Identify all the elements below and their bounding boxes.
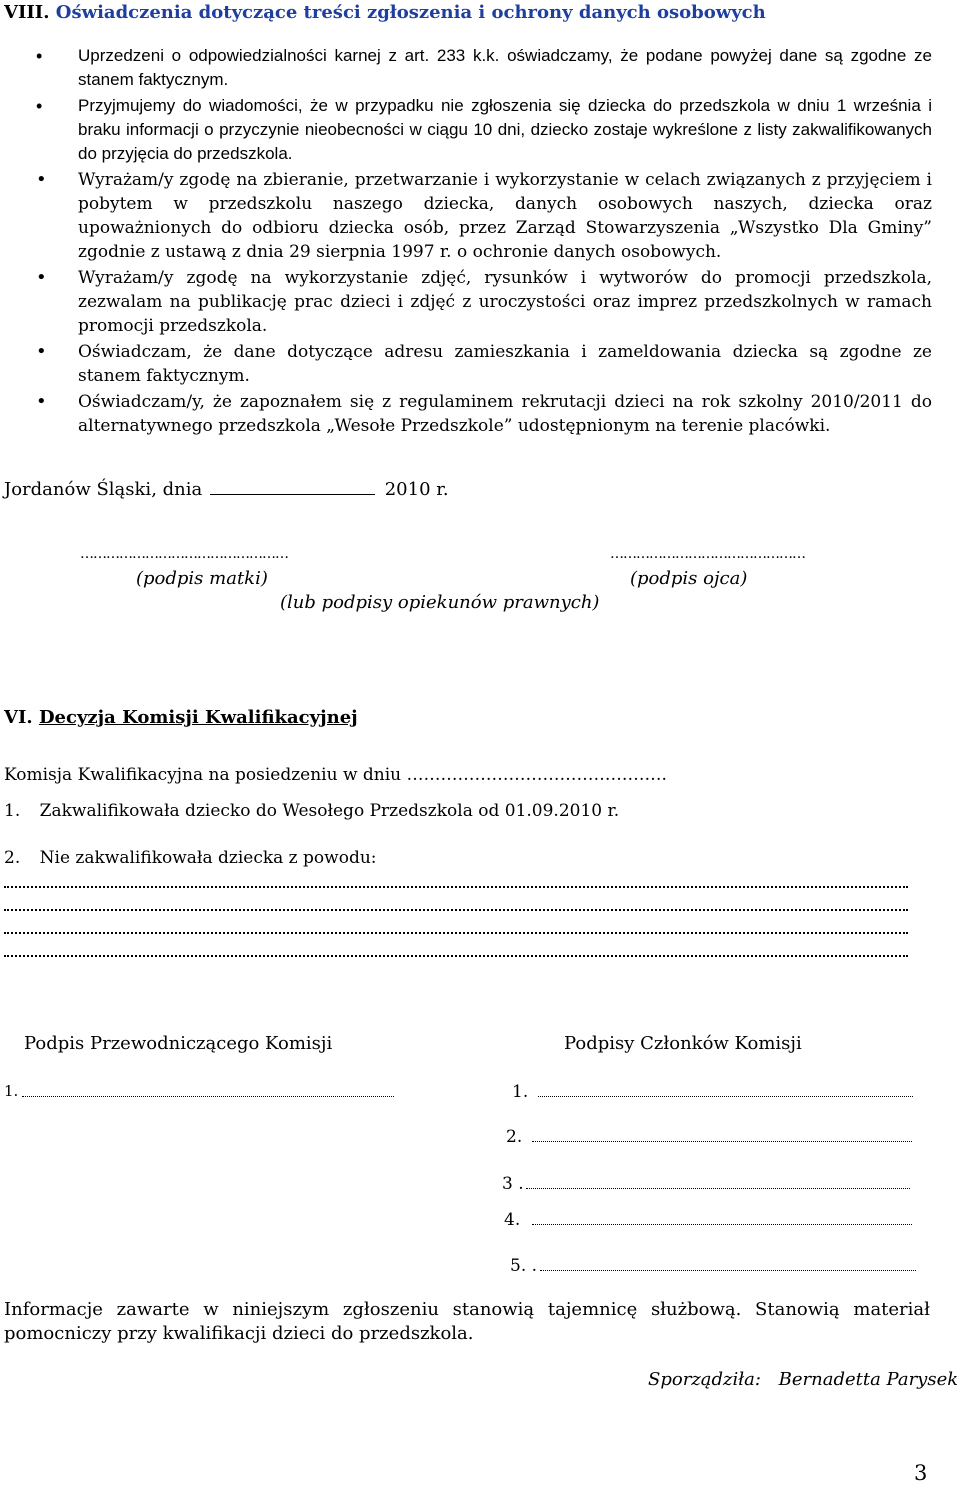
declarations-list xyxy=(36,44,932,440)
member-signature-number: 1. xyxy=(512,1082,529,1102)
date-line-prefix: Jordanów Śląski, dnia xyxy=(4,479,203,500)
section-viii-title: Oświadczenia dotyczące treści zgłoszenia i ochrony danych osobowych xyxy=(55,2,766,23)
decision-2-number: 2. xyxy=(4,848,21,868)
declaration-item: • Uprzedzeni o odpowiedzialności karnej z art. 233 k.k. oświadczamy, że podane powyżej dane są zgodne ze stanem faktycznym. xyxy=(36,44,932,92)
page-number: 3 xyxy=(914,1461,928,1485)
member-signature-line[interactable] xyxy=(532,1224,912,1225)
guardians-signature-label: (lub podpisy opiekunów prawnych) xyxy=(280,592,600,613)
father-signature-label: (podpis ojca) xyxy=(630,568,748,589)
member-signature-line[interactable] xyxy=(538,1096,913,1097)
declaration-item: • Oświadczam, że dane dotyczące adresu zamieszkania i zameldowania dziecka są zgodne ze stanem faktycznym. xyxy=(36,340,932,388)
decision-1 xyxy=(4,801,619,821)
date-line-suffix: 2010 r. xyxy=(384,479,449,500)
mother-signature-label: (podpis matki) xyxy=(136,568,268,589)
date-line xyxy=(4,476,449,500)
member-signature-number: 5. . xyxy=(510,1256,538,1276)
reason-line[interactable] xyxy=(4,909,908,911)
member-signature-number: 3 . xyxy=(502,1174,524,1194)
father-signature-line: ……………………………………… xyxy=(610,546,805,562)
section-viii-number: VIII. xyxy=(4,2,50,23)
committee-meeting-line: Komisja Kwalifikacyjna na posiedzeniu w dniu ………………………………………. xyxy=(4,765,667,785)
reason-line[interactable] xyxy=(4,886,908,888)
decision-1-number: 1. xyxy=(4,801,21,821)
section-vi-number: VI. xyxy=(4,707,33,728)
reason-line[interactable] xyxy=(4,955,908,957)
declaration-item: • Oświadczam/y, że zapoznałem się z regulaminem rekrutacji dzieci na rok szkolny 2010/2011 do alternatywnego przedszkola „Wesołe Przedszkole” udostępnionym na terenie placówki. xyxy=(36,390,932,438)
prepared-by xyxy=(648,1369,958,1390)
confidentiality-note: Informacje zawarte w niniejszym zgłoszeniu stanowią tajemnicę służbową. Stanowią materiał pomocniczy przy kwalifikacji dzieci do przedszkola. xyxy=(4,1299,930,1344)
declaration-item: • Wyrażam/y zgodę na wykorzystanie zdjęć, rysunków i wytworów do promocji przedszkola, zezwalam na publikację prac dzieci i zdjęć z uroczystości oraz imprez przedszkolnych w ramach promocji przedszkola. xyxy=(36,266,932,338)
member-signature-number: 2. xyxy=(506,1127,523,1147)
member-signature-line[interactable] xyxy=(540,1270,916,1271)
members-signature-label: Podpisy Członków Komisji xyxy=(564,1033,802,1054)
decision-2-text: Nie zakwalifikowała dziecka z powodu: xyxy=(39,848,377,868)
prepared-by-label: Sporządziła: xyxy=(648,1369,761,1390)
chair-signature-label: Podpis Przewodniczącego Komisji xyxy=(24,1033,333,1054)
reason-line[interactable] xyxy=(4,932,908,934)
declaration-item: • Przyjmujemy do wiadomości, że w przypadku nie zgłoszenia się dziecka do przedszkola w dniu 1 września i braku informacji o przyczynie nieobecności w ciągu 10 dni, dziecko zostaje wykreślone z listy zakwalifikowanych do przyjęcia do przedszkola. xyxy=(36,94,932,166)
prepared-by-name: Bernadetta Parysek xyxy=(778,1369,959,1390)
date-blank-field[interactable] xyxy=(210,476,375,495)
section-vi-heading xyxy=(4,707,358,728)
decision-2 xyxy=(4,848,377,868)
member-signature-number: 4. xyxy=(504,1210,521,1230)
decision-1-text: Zakwalifikowała dziecko do Wesołego Przedszkola od 01.09.2010 r. xyxy=(39,801,620,821)
chair-signature-number: 1. xyxy=(4,1082,19,1100)
mother-signature-line: ………………………………………… xyxy=(80,546,288,562)
declaration-item: • Wyrażam/y zgodę na zbieranie, przetwarzanie i wykorzystanie w celach związanych z przyjęciem i pobytem w przedszkolu naszego dziecka, danych osobowych naszych, dziecka oraz upoważnionych do odbioru dziecka osób, przez Zarząd Stowarzyszenia „Wszystko Dla Gminy” zgodnie z ustawą z dnia 29 sierpnia 1997 r. o ochronie danych osobowych. xyxy=(36,168,932,264)
section-vi-title: Decyzja Komisji Kwalifikacyjnej xyxy=(38,707,358,728)
member-signature-line[interactable] xyxy=(532,1141,912,1142)
section-viii-heading xyxy=(4,2,766,23)
chair-signature-line[interactable] xyxy=(22,1096,394,1097)
member-signature-line[interactable] xyxy=(526,1188,910,1189)
